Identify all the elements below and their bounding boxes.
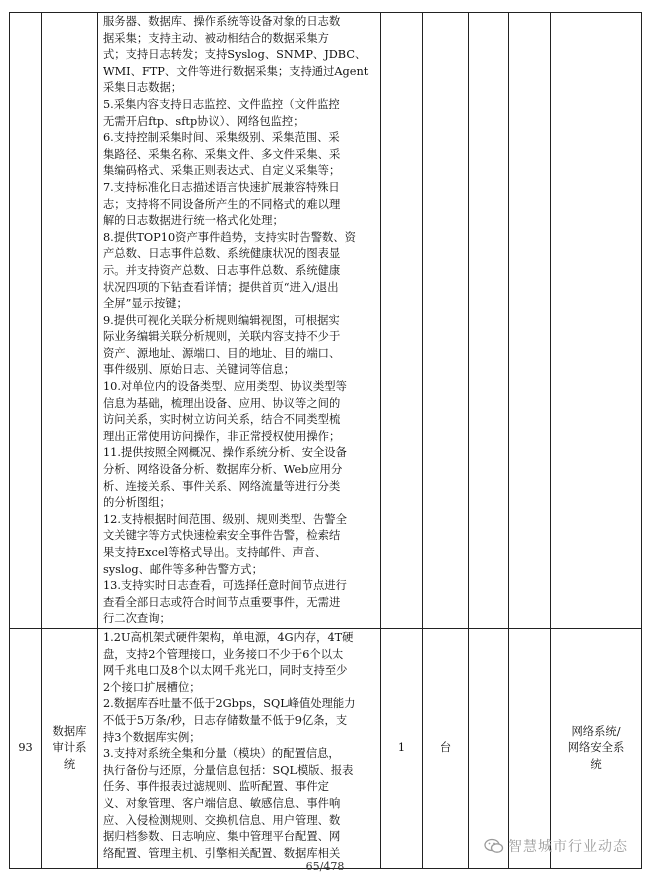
spec-line: 义、对象管理、客户端信息、敏感信息、事件响 [103, 796, 341, 810]
watermark-text: 智慧城市行业动态 [508, 839, 628, 855]
spec-line: 不低于5万条/秒，日志存储数量不低于9亿条，支 [103, 713, 348, 727]
name-line: 审计系 [52, 741, 87, 755]
spec-line: 集编码格式、采集正则表达式、自定义采集等； [103, 164, 341, 178]
spec-line: 络配置、管理主机、引擎相关配置、数据库相关 [103, 846, 341, 860]
category-line: 网络系统/ [571, 724, 621, 738]
spec-line: 8.提供TOP10资产事件趋势，支持实时告警数、资 [103, 230, 356, 244]
spec-line: 析、连接关系、事件关系、网络流量等进行分类 [103, 479, 341, 493]
spec-line: 据归档参数、日志响应、集中管理平台配置、网 [103, 830, 341, 844]
category-line: 统 [590, 757, 602, 771]
spec-line: 分析、网络设备分析、数据库分析、Web应用分 [103, 463, 343, 477]
unit-cell: 台 [423, 628, 469, 868]
spec-line: 据采集；支持主动、被动相结合的数据采集方 [103, 31, 329, 45]
index-cell: 93 [10, 628, 42, 868]
unit-cell [423, 13, 469, 629]
spec-line: 查看全部日志或符合时间节点重要事件，无需进 [103, 595, 341, 609]
spec-line: 集路径、采集名称、采集文件、多文件采集、采 [103, 147, 341, 161]
spec-line: 访问关系，实时树立访问关系，结合不同类型梳 [103, 413, 341, 427]
spec-line: syslog、邮件等多种告警方式； [103, 562, 263, 576]
spec-line: 全屏”显示按键； [103, 297, 188, 311]
spec-line: 志；支持将不同设备所产生的不同格式的难以理 [103, 197, 341, 211]
spec-table [9, 12, 642, 869]
spec-line: 9.提供可视化关联分析规则编辑视图，可根据实 [103, 313, 340, 327]
category-line: 网络安全系 [567, 741, 625, 755]
empty-cell [469, 628, 509, 868]
spec-line: 状况四项的下钻查看详情；提供首页“进入/退出 [103, 280, 339, 294]
spec-line: WMI、FTP、文件等进行数据采集；支持通过Agent [103, 64, 369, 78]
spec-line: 持3个数据库实例； [103, 730, 201, 744]
spec-line: 示。并支持资产总数、日志事件总数、系统健康 [103, 263, 341, 277]
spec-line: 网千兆电口及8个以太网千兆光口，同时支持至少 [103, 664, 348, 678]
category-cell [551, 628, 642, 868]
name-cell [42, 628, 98, 868]
spec-line: 解的日志数据进行统一格式化处理； [103, 214, 284, 228]
spec-line: 事件级别、原始日志、关键词等信息； [103, 363, 296, 377]
spec-line: 应、入侵检测规则、交换机信息、用户管理、数 [103, 813, 341, 827]
empty-cell [509, 628, 551, 868]
empty-cell [509, 13, 551, 629]
empty-cell [469, 13, 509, 629]
spec-line: 2.数据库吞吐量不低于2Gbps，SQL峰值处理能力 [103, 697, 356, 711]
wechat-icon [484, 838, 504, 854]
spec-line: 5.采集内容支持日志监控、文件监控（文件监控 [103, 97, 340, 111]
spec-line: 执行备份与还原，分量信息包括：SQL模版、报表 [103, 763, 354, 777]
spec-line: 式；支持日志转发；支持Syslog、SNMP、JDBC、 [103, 48, 367, 62]
spec-line: 11.提供按照全网概况、操作系统分析、安全设备 [103, 446, 347, 460]
spec-line: 文关键字等方式快速检索安全事件告警，检索结 [103, 529, 341, 543]
spec-line: 10.对单位内的设备类型、应用类型、协议类型等 [103, 380, 347, 394]
spec-line: 2个接口扩展槽位； [103, 680, 201, 694]
table-row [10, 13, 642, 629]
spec-content-cell [98, 13, 381, 629]
quantity-cell: 1 [381, 628, 423, 868]
spec-line: 采集日志数据； [103, 81, 183, 95]
spec-line: 的分析图组； [103, 496, 171, 510]
page-number: 65/478 [305, 860, 345, 873]
category-cell [551, 13, 642, 629]
spec-line: 任务、事件报表过滤规则、监听配置、事件定 [103, 780, 329, 794]
spec-line: 资产、源地址、源端口、目的地址、目的端口、 [103, 346, 341, 360]
name-line: 数据库 [52, 724, 87, 738]
name-line: 统 [63, 757, 76, 771]
name-cell [42, 13, 98, 629]
spec-line: 7.支持标准化日志描述语言快速扩展兼容特殊日 [103, 180, 340, 194]
spec-line: 信息为基础，梳理出设备、应用、协议等之间的 [103, 396, 341, 410]
table-row [10, 628, 642, 868]
watermark [484, 836, 628, 856]
quantity-cell [381, 13, 423, 629]
spec-line: 行二次查询； [103, 612, 171, 626]
spec-line: 产总数、日志事件总数、系统健康状况的图表显 [103, 247, 341, 261]
spec-line: 理出正常使用访问操作，非正常授权使用操作； [103, 429, 341, 443]
spec-line: 服务器、数据库、操作系统等设备对象的日志数 [103, 15, 341, 28]
spec-line: 6.支持控制采集时间、采集级别、采集范围、采 [103, 131, 340, 145]
spec-line: 果支持Excel等格式导出。支持邮件、声音、 [103, 546, 327, 559]
index-cell [10, 13, 42, 629]
spec-line: 3.支持对系统全集和分量（模块）的配置信息， [103, 747, 340, 761]
spec-line: 1.2U高机架式硬件架构，单电源，4G内存，4T硬 [103, 630, 354, 644]
spec-line: 盘，支持2个管理接口，业务接口不少于6个以太 [103, 647, 344, 661]
spec-content-cell [98, 628, 381, 868]
spec-line: 际业务编辑关联分析规则，关联内容支持不少于 [103, 330, 341, 344]
spec-line: 无需开启ftp、sftp协议）、网络包监控； [103, 114, 305, 128]
spec-line: 13.支持实时日志查看，可选择任意时间节点进行 [103, 579, 347, 593]
spec-line: 12.支持根据时间范围、级别、规则类型、告警全 [103, 512, 347, 526]
